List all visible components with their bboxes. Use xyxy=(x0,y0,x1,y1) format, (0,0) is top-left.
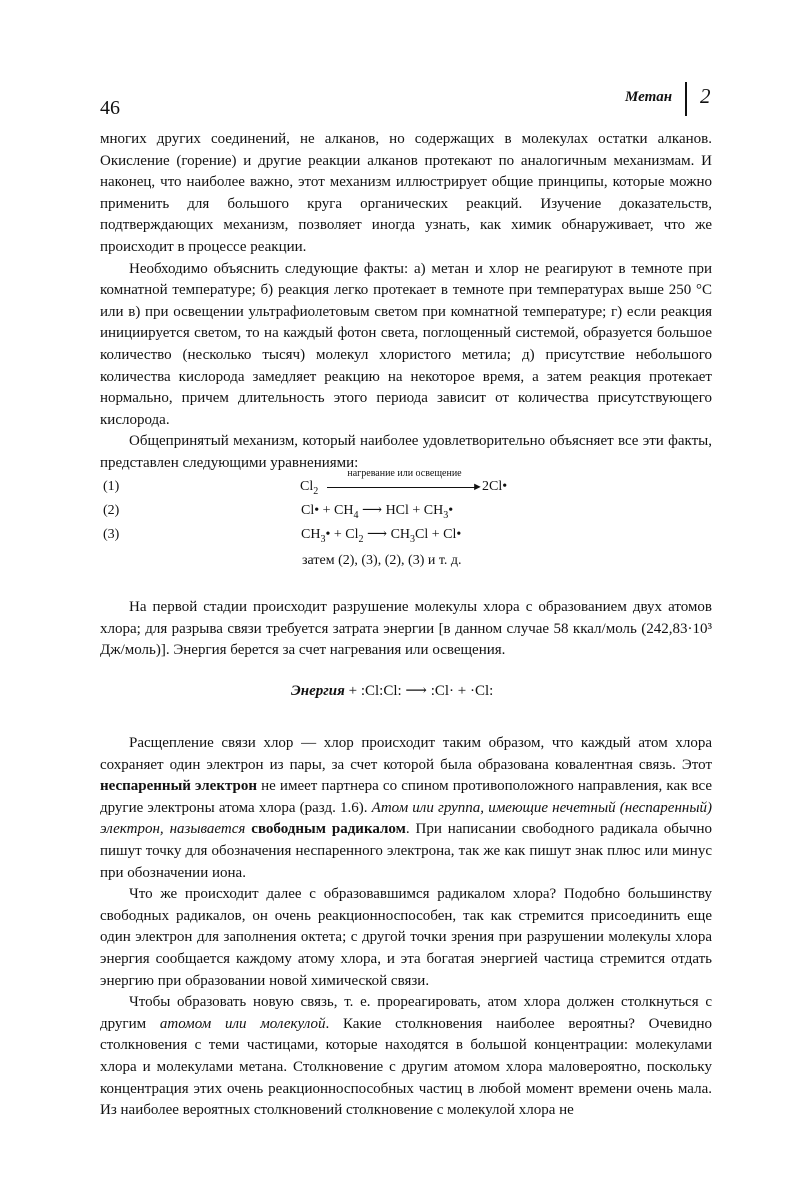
paragraph-radical-reactivity: Что же происходит далее с образовавшимся радикалом хлора? Подобно большинству свободных радикалов, он очень реакционноспособен, так как стремится присоединить еще один электрон для заполнения октета; с другой точки зрения при разрушении молекулы хлора энергия сообщается каждому атому хлора, и эта богатая энергией частица стремится отдать энергию при образовании новой химической связи. xyxy=(100,886,712,989)
equation-number-3: (3) xyxy=(103,527,120,542)
paragraph-collisions: Чтобы образовать новую связь, т. е. прореагировать, атом хлора должен столкнуться с другим атомом или молекулой. Какие столкновения наиболее вероятны? Очевидно столкновения с теми частицами, которые находятся в большой концентрации: молекулами хлора и молекулами метана. Столкновение с другим атомом хлора маловероятно, поскольку концентрация этих очень реакционноспособных частиц в любой момент времени очень мала. Из наиболее вероятных столкновений столкновение с молекулой хлора не xyxy=(100,994,712,1119)
page-number: 46 xyxy=(100,97,120,119)
text-block-top xyxy=(100,129,712,475)
header-divider xyxy=(685,82,687,116)
equation-followup: затем (2), (3), (2), (3) и т. д. xyxy=(302,553,462,568)
energy-label: Энергия xyxy=(291,683,345,699)
paragraph-first-stage: На первой стадии происходит разрушение молекулы хлора с образованием двух атомов хлора; для разрыва связи требуется затрата энергии [в данном случае 58 ккал/моль (242,83·10³ Дж/моль)]. Энергия берется за счет нагревания или освещения. xyxy=(100,599,712,659)
paragraph-continuation: многих других соединений, не алканов, но содержащих в молекулах остатки алканов. Окисление (горение) и другие реакции алканов протекают по аналогичным механизмам. И наконец, что наиболее важно, этот механизм иллюстрирует общие принципы, которые можно применить для большого круга органических реакций. Изучение доказательств, подтверждающих механизм, позволяет иногда узнать, как химик обнаруживает, что же происходит в процессе реакции. xyxy=(100,131,712,255)
equation-3: $CH_3• + Cl_2$ ⟶ $CH_3Cl$ + Cl• xyxy=(301,527,462,545)
reaction-arrow-icon: ⟶ xyxy=(366,527,388,542)
reaction-arrow-icon: ⟶ xyxy=(361,503,383,518)
running-title: Метан xyxy=(625,89,673,105)
equation-1-right: 2Cl• xyxy=(482,479,508,494)
equation-number-1: (1) xyxy=(103,479,120,494)
equation-1-arrow-line xyxy=(327,487,477,488)
paragraph-facts: Необходимо объяснить следующие факты: а) метан и хлор не реагируют в темноте при комнатной температуре; б) реакция легко протекает в темноте при температурах выше 250 °С или в) при освещении ультрафиолетовым светом при комнатной температуре; г) если реакция инициируется светом, то на каждый фотон света, поглощенный системой, образуется большое количество (несколько тысяч) молекул хлористого метила; д) присутствие небольшого количества кислорода замедляет реакцию на некоторое время, а затем реакция протекает нормально, причем длительность этого периода зависит от количества присутствующего кислорода. xyxy=(100,260,712,428)
text-block-bottom xyxy=(100,733,712,1122)
energy-equation: Энергия + :Cl:Cl: ⟶ :Cl· + ·Cl: xyxy=(291,683,494,699)
paragraph-mechanism-intro: Общепринятый механизм, который наиболее удовлетворительно объясняет все эти факты, представлен следующими уравнениями: xyxy=(100,433,712,471)
equation-2: Cl• + $CH_4$ ⟶ HCl + $CH_3•$ xyxy=(301,503,454,521)
equation-1-arrow-label: нагревание или освещение xyxy=(347,468,462,479)
equation-1-left: $Cl_2$ xyxy=(300,479,319,497)
text-block-mid xyxy=(100,597,712,662)
chapter-number: 2 xyxy=(700,84,711,108)
paragraph-radical: Расщепление связи хлор — хлор происходит таким образом, что каждый атом хлора сохраняет один электрон из пары, за счет которой была образована ковалентная связь. Этот неспаренный электрон не имеет партнера со спином противоположного направления, как все другие электроны атома хлора (разд. 1.6). Атом или группа, имеющие нечетный (неспаренный) электрон, называется свободным радикалом. При написании свободного радикала обычно пишут точку для обозначения неспаренного электрона, так же как пишут знак плюс или минус при обозначении иона. xyxy=(100,735,713,881)
reaction-arrow-icon: ⟶ xyxy=(405,683,427,699)
term-free-radical: свободным радикалом xyxy=(251,821,406,838)
term-unpaired-electron: неспаренный электрон xyxy=(100,778,257,795)
equation-number-2: (2) xyxy=(103,503,120,518)
arrow-head-icon: ► xyxy=(472,481,483,493)
